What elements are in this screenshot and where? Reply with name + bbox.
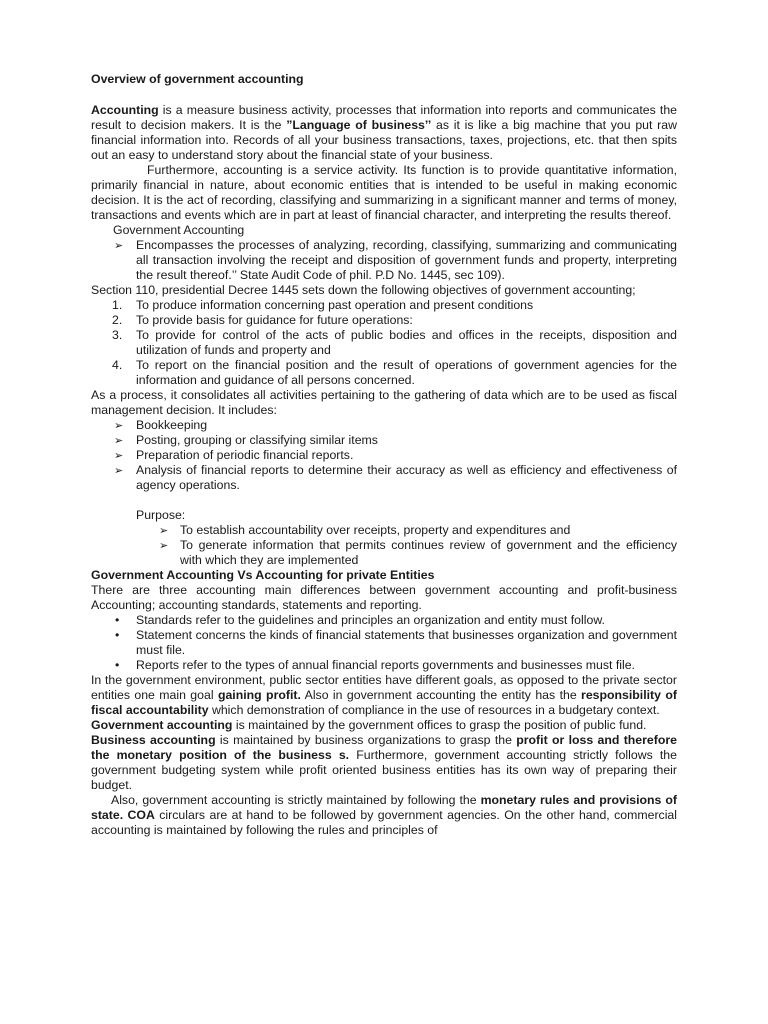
includes-list xyxy=(91,418,677,493)
purpose-list xyxy=(91,523,677,568)
intro-quote: ”Language of business’’ xyxy=(286,118,432,132)
list-item: ➢ Posting, grouping or classifying similar items xyxy=(91,433,677,448)
document-page xyxy=(91,72,677,838)
list-item: ➢ Analysis of financial reports to determine their accuracy as well as efficiency and effectiveness of agency operations. xyxy=(91,463,677,493)
list-item: • Standards refer to the guidelines and principles an organization and entity must follow. xyxy=(91,613,677,628)
list-item: ➢ To generate information that permits continues review of government and the efficiency with which they are implemented xyxy=(91,538,677,568)
environment-paragraph: In the government environment, public sector entities have different goals, as opposed to the private sector entities one main goal gaining profit. Also in government accounting the entity has the responsibility of fiscal accountability which demonstration of compliance in the use of resources in a budgetary context. xyxy=(91,673,677,717)
purpose-label: Purpose: xyxy=(136,508,186,522)
vs-intro-paragraph: There are three accounting main differences between government accounting and profit-business Accounting; accounting standards, statements and reporting. xyxy=(91,583,677,612)
gov-accounting-label: Government Accounting xyxy=(113,223,245,237)
also-paragraph: Also, government accounting is strictly maintained by following the monetary rules and provisions of state. COA circulars are at hand to be followed by government agencies. On the other hand, commercial accounting is maintained by following the rules and principles of xyxy=(91,793,678,837)
intro-paragraph: Accounting is a measure business activity, processes that information into reports and communicates the result to decision makers. It is the ”Language of business’’ as it is like a big machine that you put raw financial information into. Records of all your business transactions, taxes, projections, etc. that then spits out an easy to understand story about the financial state of your business. xyxy=(91,103,677,162)
list-item: 2. To provide basis for guidance for future operations: xyxy=(112,313,413,327)
list-item: 1. To produce information concerning past operation and present conditions xyxy=(112,298,534,312)
list-item: • Statement concerns the kinds of financial statements that businesses organization and government must file. xyxy=(91,628,677,658)
differences-list xyxy=(91,613,677,673)
list-item: 3. To provide for control of the acts of public bodies and offices in the receipts, disposition and utilization of funds and property and xyxy=(112,328,677,357)
list-item: ➢ Bookkeeping xyxy=(91,418,677,433)
list-item: • Reports refer to the types of annual financial reports governments and businesses must file. xyxy=(91,658,677,673)
spacer xyxy=(91,493,677,508)
intro-lead: Accounting xyxy=(91,103,159,117)
gov-definition-list xyxy=(91,238,677,283)
business-maintained-paragraph: Business accounting is maintained by business organizations to grasp the profit or loss and therefore the monetary position of the business s. Furthermore, government accounting strictly follows the government budgeting system while profit oriented business entities has its own way of preparing their budget. xyxy=(91,733,677,792)
document-title: Overview of government accounting xyxy=(91,72,304,86)
section-110-paragraph: Section 110, presidential Decree 1445 sets down the following objectives of government accounting; xyxy=(91,283,636,297)
list-item: ➢ To establish accountability over receipts, property and expenditures and xyxy=(91,523,677,538)
section-heading: Government Accounting Vs Accounting for private Entities xyxy=(91,568,435,582)
list-item: ➢ Preparation of periodic financial reports. xyxy=(91,448,677,463)
process-paragraph: As a process, it consolidates all activities pertaining to the gathering of data which are to be used as fiscal management decision. It includes: xyxy=(91,388,677,417)
objectives-list xyxy=(91,298,677,388)
list-item: ➢ Encompasses the processes of analyzing, recording, classifying, summarizing and communicating all transaction involving the receipt and disposition of government funds and property, interpreting the result thereof.’’ State Audit Code of phil. P.D No. 1445, sec 109). xyxy=(91,238,677,283)
gov-maintained-paragraph: Government accounting is maintained by the government offices to grasp the position of public fund. xyxy=(91,718,647,732)
furthermore-paragraph: Furthermore, accounting is a service activity. Its function is to provide quantitative information, primarily financial in nature, about economic entities that is intended to be useful in making economic decision. It is the act of recording, classifying and summarizing in a significant manner and terms of money, transactions and events which are in part at least of financial character, and interpreting the results thereof. xyxy=(91,163,677,222)
list-item: 4. To report on the financial position and the result of operations of government agencies for the information and guidance of all persons concerned. xyxy=(112,358,677,387)
